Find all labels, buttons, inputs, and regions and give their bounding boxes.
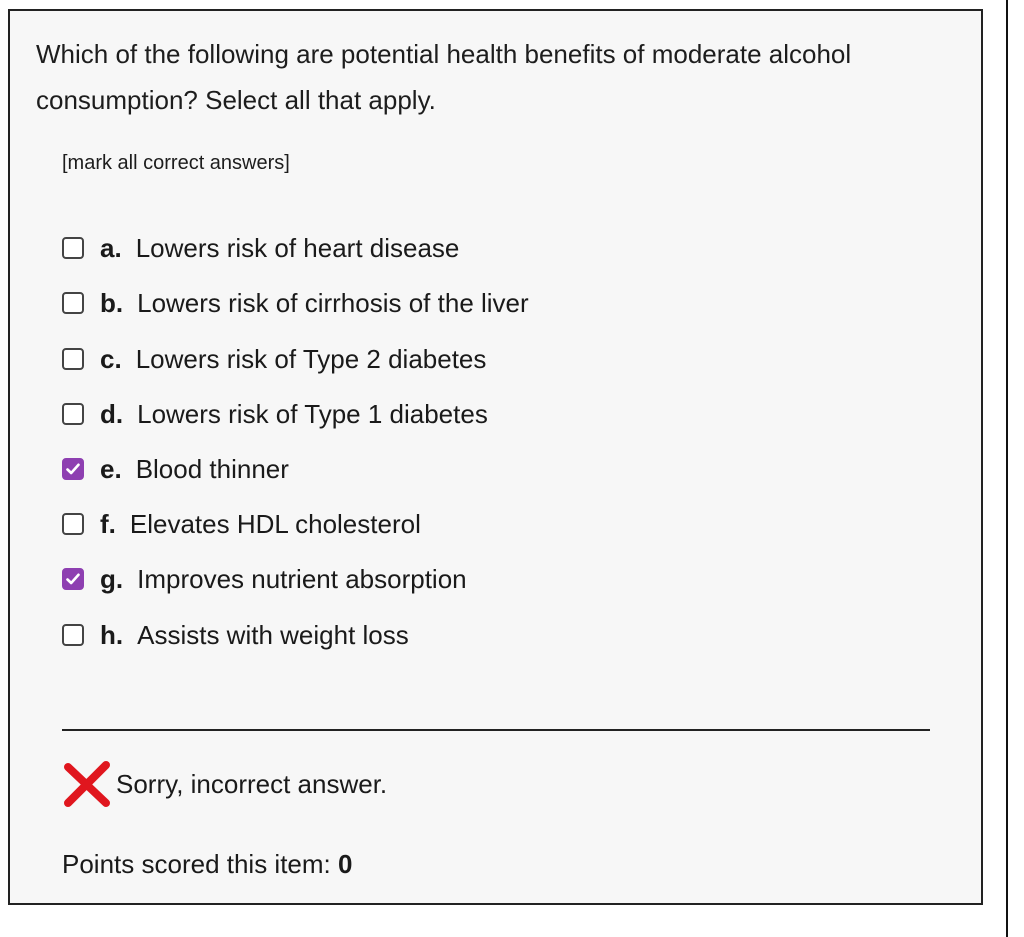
option-b[interactable] [62, 288, 529, 318]
checkbox[interactable] [62, 403, 84, 425]
checkbox[interactable] [62, 292, 84, 314]
option-letter: b. [100, 287, 124, 318]
option-letter: f. [100, 508, 116, 539]
option-letter: a. [100, 232, 122, 263]
option-label: Lowers risk of cirrhosis of the liver [137, 287, 529, 318]
option-letter: g. [100, 563, 124, 594]
option-label: Blood thinner [135, 453, 289, 484]
points-value: 0 [338, 849, 353, 879]
divider [62, 729, 930, 731]
checkbox[interactable] [62, 458, 84, 480]
checkbox[interactable] [62, 568, 84, 590]
option-e[interactable] [62, 454, 289, 484]
option-letter: d. [100, 398, 124, 429]
checkbox[interactable] [62, 624, 84, 646]
option-d[interactable] [62, 399, 488, 429]
question-card [8, 9, 983, 905]
checkbox[interactable] [62, 513, 84, 535]
option-label: Lowers risk of heart disease [135, 232, 460, 263]
option-label: Elevates HDL cholesterol [129, 508, 421, 539]
option-c[interactable] [62, 344, 486, 374]
option-letter: e. [100, 453, 122, 484]
option-a[interactable] [62, 233, 459, 263]
option-g[interactable] [62, 564, 467, 594]
question-text: Which of the following are potential health benefits of moderate alcohol consumption? Select all that apply. [36, 39, 852, 115]
option-label: Improves nutrient absorption [137, 563, 467, 594]
option-f[interactable] [62, 509, 421, 539]
checkbox[interactable] [62, 237, 84, 259]
points-label: Points scored this item: [62, 849, 331, 879]
option-letter: h. [100, 619, 124, 650]
option-label: Lowers risk of Type 2 diabetes [135, 343, 487, 374]
feedback-message [62, 759, 387, 809]
instruction-text: [mark all correct answers] [62, 152, 290, 174]
page-edge-rule [1006, 0, 1008, 937]
option-h[interactable] [62, 620, 409, 650]
option-label: Assists with weight loss [137, 619, 409, 650]
option-letter: c. [100, 343, 122, 374]
option-label: Lowers risk of Type 1 diabetes [137, 398, 488, 429]
points-scored [62, 849, 352, 880]
incorrect-x-icon [62, 759, 112, 809]
checkbox[interactable] [62, 348, 84, 370]
feedback-text: Sorry, incorrect answer. [116, 768, 388, 799]
